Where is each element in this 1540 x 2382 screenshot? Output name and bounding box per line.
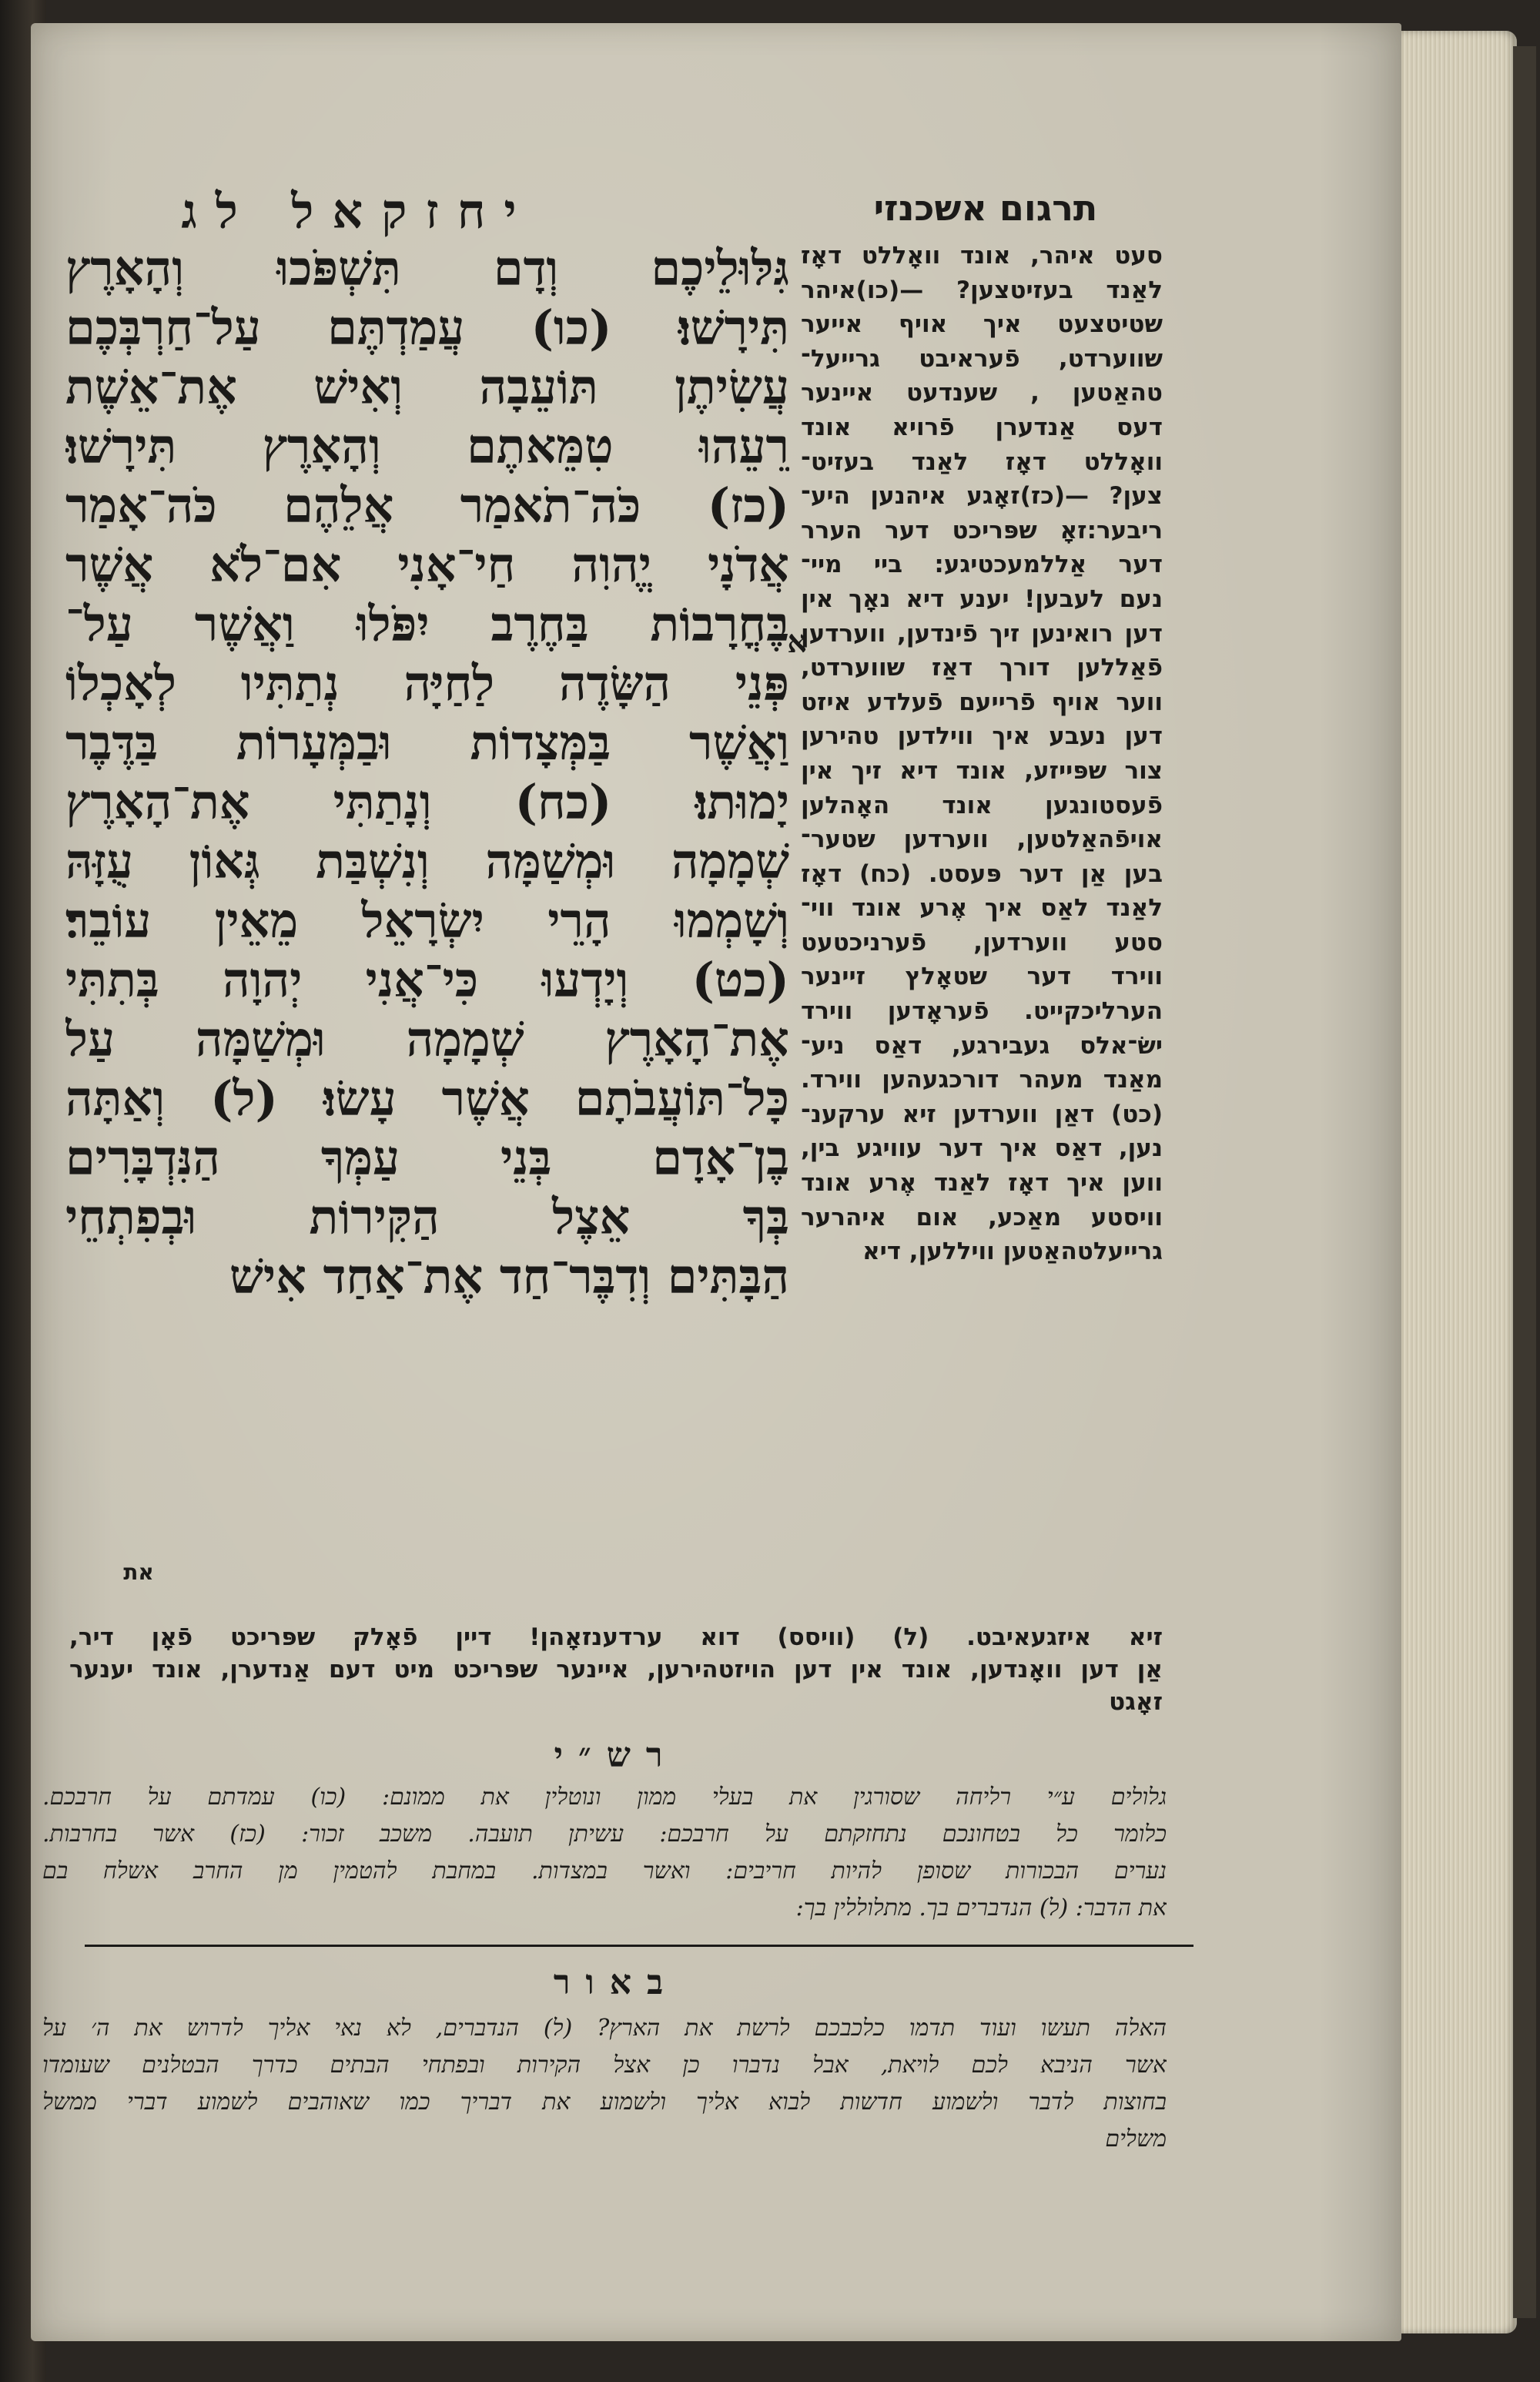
biur-line: אשר הניבא לכם לויאת, אבל נדברו כן אצל הקירות ובפתחי הבתים כדרך הבטלנים שעומדו — [42, 2052, 1167, 2079]
targum-line: (כט) דאַן ווערדען זיא ערקענ־ — [801, 1100, 1163, 1128]
targum-line: ווען איך דאָז לאַנד אֶרע אונד — [801, 1169, 1163, 1198]
targum-line: סעט איהר, אונד וואָללט דאָז — [801, 242, 1163, 270]
continuation-line: זאָגט — [1109, 1688, 1163, 1716]
targum-line: טהאַטען , שענדעט איינער — [801, 379, 1163, 407]
page-fore-edge — [1401, 31, 1517, 2333]
book-back-cover — [1513, 46, 1536, 2318]
targum-line: דער אַללמעכטיגע: ביי מיי־ — [801, 551, 1163, 579]
targum-line: ישׂ־אלׂס געבירגע, דאַס ניע־ — [801, 1031, 1163, 1060]
targum-line: צען? —(כז)זאָגע איהנען היע־ — [801, 482, 1163, 511]
targum-line: פֿעסטונגען אונד האָהלען — [801, 791, 1163, 819]
targum-line: לאַנד בעזיטצען? —(כו)איהר — [801, 276, 1163, 304]
main-text-line: כָּל־תּוֹעֲבֹתָם אֲשֶׁר עָשׂוּ׃ (ל) וְאַתָּה — [65, 1070, 789, 1127]
targum-line: מאַנד מעהר דורכגעהען ווירד. — [801, 1066, 1163, 1094]
main-text-line: תִּירָשׁוּ׃ (כו) עֲמַדְתֶּם עַל־חַרְבְּכֶם — [65, 300, 789, 356]
main-text-line: הַבָּתִּים וְדִבֶּר־חַד אֶת־אַחַד אִישׁ — [229, 1248, 789, 1305]
targum-line: בען אַן דער פּעסט. (כח) דאָז — [801, 859, 1163, 888]
targum-line: וואָללט דאָז לאַנד בעזיט־ — [801, 447, 1163, 476]
biur-line: משלים — [1105, 2126, 1167, 2153]
targum-line: ווער אויף פֿרייעם פֿעלדע איזט — [801, 688, 1163, 716]
targum-line: נעם לעבען! יענע דיא נאָך אין — [801, 585, 1163, 613]
main-text-line: פְּנֵי הַשָּׂדֶה לַחַיָּה נְתַתִּיו לְאָכְלוֹ — [65, 655, 789, 712]
main-text-line: בֶן־אָדָם בְּנֵי עַמְּךָ הַנִּדְבָּרִים — [65, 1130, 789, 1186]
rashi-line: גלולים ע״י רליחה שסורגין את בעלי ממון ונוטלין את ממונם: (כו) עמדתם על חרבכם. — [42, 1784, 1167, 1811]
targum-title: תרגום אשכנזי — [873, 187, 1098, 229]
targum-line: וויסטע מאַכע, אום איהרער — [801, 1203, 1163, 1231]
main-text-line: רֵעֵהוּ טִמֵּאתֶם וְהָאָרֶץ תִּירָשׁוּ׃ — [65, 418, 789, 474]
targum-line: צור שפּייזע, אונד דיא זיך אין — [801, 756, 1163, 785]
main-hebrew-column — [65, 239, 789, 1563]
targum-column — [801, 239, 1163, 1610]
targum-line: שווערדט, פֿעראיבט גרייעל־ — [801, 344, 1163, 373]
targum-line: שטיטצעט איך אויף אייער — [801, 310, 1163, 339]
rashi-title: רש״י — [554, 1736, 678, 1775]
main-text-line: בְּךָ אֵצֶל הַקִּירוֹת וּבְפִתְחֵי — [65, 1189, 789, 1245]
rashi-line: נערים הבכורות שסופן להיות חריבים: ואשר במצדות. במחבת להטמין מן החרב אשלח בם — [42, 1858, 1167, 1884]
rashi-line: את הדבר: (ל) הנדברים בך. מתלוללין בך: — [795, 1895, 1167, 1921]
targum-line: פֿאַללען דורך דאַז שווערדט, — [801, 654, 1163, 682]
biur-line: בחוצות לדבר ולשמוע חדשות לבוא אליך ולשמוע את דבריך כמו שאוהבים לשמוע דברי ממשל — [42, 2089, 1167, 2116]
margin-mark: א — [787, 624, 807, 660]
main-text-line: (כט) וְיָדְעוּ כִּי־אֲנִי יְהוָה בְּתִתִּי — [65, 952, 789, 1008]
main-text-line: וְשָׁמְמוּ הָרֵי יִשְׂרָאֵל מֵאֵין עוֹבֵר׃ — [65, 893, 789, 949]
targum-line: דען רואינען זיך פֿינדען, ווערדען — [801, 619, 1163, 648]
targum-line: דען נעבע איך ווילדען טהירען — [801, 722, 1163, 751]
targum-line: נען, דאַס איך דער עוויגע בין, — [801, 1134, 1163, 1163]
continuation-line: זיא איזגעאיבט. (ל) (וויסס) דוא ערדענזאָהן! דיין פֿאָלק שפּריכט פֿאָן דיר, — [69, 1623, 1163, 1651]
main-text-line: בֶּחֳרָבוֹת בַּחֶרֶב יִפֹּלוּ וַאֲשֶׁר עַל־ — [65, 596, 789, 652]
targum-line: ווירד דער שטאָלץ זיינער — [801, 963, 1163, 991]
running-head: יחזקאל לג — [181, 183, 535, 240]
main-text-line: גִּלּוּלֵיכֶם וְדָם תִּשְׁפֹּכוּ וְהָאָרֶץ — [65, 240, 789, 296]
catchword: את — [123, 1560, 154, 1585]
biur-title: באור — [553, 1963, 679, 2002]
targum-line: דעס אַנדערן פֿרויא אונד — [801, 413, 1163, 441]
continuation-line: אַן דען וואָנדען, אונד אין דען הויזטהירען, איינער שפּריכט מיט דעם אַנדערן, אונד יענער — [69, 1656, 1163, 1683]
targum-continuation — [69, 1621, 1163, 1740]
targum-line: גרייעלטהאַטען וויללען, דיא — [862, 1238, 1163, 1266]
main-text-line: יָמוּתוּ׃ (כח) וְנָתַתִּי אֶת־הָאָרֶץ — [65, 774, 789, 830]
main-text-line: (כז) כֹּה־תֹאמַר אֲלֵהֶם כֹּה־אָמַר — [65, 477, 789, 534]
targum-line: סטע ווערדען, פֿערניכטעט — [801, 928, 1163, 956]
main-text-line: אֶת־הָאָרֶץ שְׁמָמָה וּמְשַׁמָּה עַל — [65, 1011, 789, 1067]
main-text-line: עֲשִׂיתֶן תּוֹעֵבָה וְאִישׁ אֶת־אֵשֶׁת — [65, 359, 789, 415]
targum-line: לאַנד לאַס איך אֶרע אונד ווי־ — [801, 894, 1163, 923]
rashi-commentary — [42, 1779, 1167, 1941]
main-text-line: שְׁמָמָה וּמְשַׁמָּה וְנִשְׁבַּת גְּאוֹן עֻזָּהּ — [65, 833, 789, 889]
biur-line: האלה תעשו ועוד תדמו כלכבכם לרשת את הארץ? (ל) הנדברים, לא נאי אליך לדרוש את ה׳ על — [42, 2015, 1167, 2042]
main-text-line: אֲדֹנָי יֱהוִה חַי־אָנִי אִם־לֹא אֲשֶׁר — [65, 537, 789, 593]
main-text-line: וַאֲשֶׁר בַּמְּצָדוֹת וּבַמְּעָרוֹת בַּדֶּבֶר — [65, 715, 789, 771]
rashi-line: כלומר כל בטחונכם נתחזקתם על חרבכם: עשיתן תועבה. משכב זכור: (כז) אשר בחרבות. — [42, 1821, 1167, 1848]
targum-line: הערליכקייט. פֿעראָדען ווירד — [801, 997, 1163, 1026]
targum-line: אויפֿהאַלטען, ווערדען שטער־ — [801, 826, 1163, 854]
targum-line: ריבער:זאָ שפּריכט דער הערר — [801, 516, 1163, 544]
divider-rule — [85, 1945, 1194, 1947]
biur-commentary — [42, 2010, 1167, 2164]
